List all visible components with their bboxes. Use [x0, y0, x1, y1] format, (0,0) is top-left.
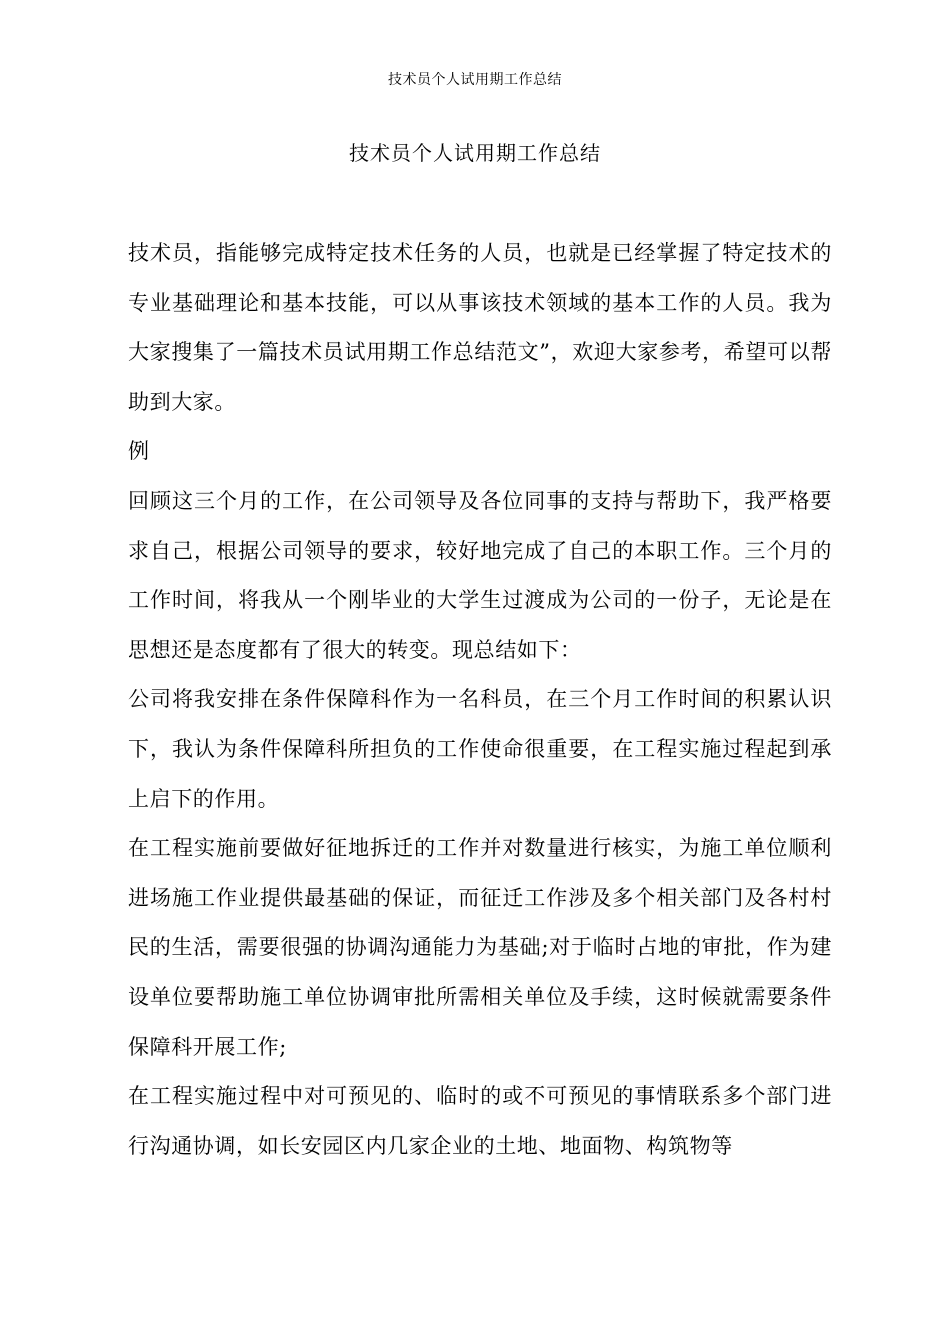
paragraph-assignment: 公司将我安排在条件保障科作为一名科员，在三个月工作时间的积累认识下，我认为条件保障科所担负的工作使命很重要，在工程实施过程起到承上启下的作用。 — [128, 687, 832, 811]
paragraph-example-label: 例 — [128, 439, 150, 464]
paragraph-intro: 技术员，指能够完成特定技术任务的人员，也就是已经掌握了特定技术的专业基础理论和基本技能，可以从事该技术领域的基本工作的人员。我为大家搜集了一篇技术员试用期工作总结范文”，欢迎大家参考，希望可以帮助到大家。 — [128, 241, 832, 414]
running-header: 技术员个人试用期工作总结 — [388, 72, 562, 88]
paragraph-pre-construction: 在工程实施前要做好征地拆迁的工作并对数量进行核实，为施工单位顺利进场施工作业提供最基础的保证，而征迁工作涉及多个相关部门及各村村民的生活，需要很强的协调沟通能力为基础;对于临时占地的审批，作为建设单位要帮助施工单位协调审批所需相关单位及手续，这时候就需要条件保障科开展工作; — [128, 836, 832, 1059]
paragraph-coordination: 在工程实施过程中对可预见的、临时的或不可预见的事情联系多个部门进行沟通协调，如长安园区内几家企业的土地、地面物、构筑物等 — [128, 1084, 832, 1158]
document-body — [128, 229, 832, 1171]
paragraph-review: 回顾这三个月的工作，在公司领导及各位同事的支持与帮助下，我严格要求自己，根据公司领导的要求，较好地完成了自己的本职工作。三个月的工作时间，将我从一个刚毕业的大学生过渡成为公司的一份子，无论是在思想还是态度都有了很大的转变。现总结如下： — [128, 488, 832, 662]
document-title: 技术员个人试用期工作总结 — [349, 141, 601, 165]
